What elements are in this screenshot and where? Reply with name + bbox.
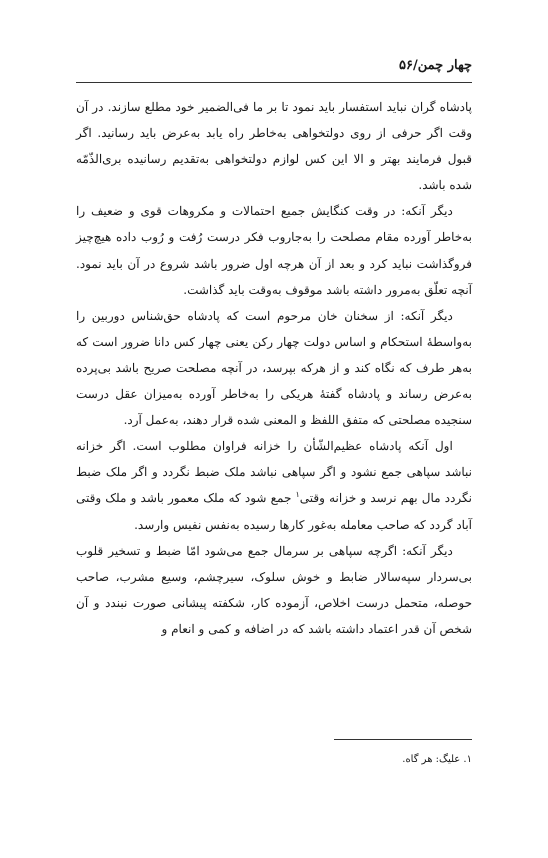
- running-header: چهار چمن/۵۶: [399, 58, 472, 73]
- paragraph-4-part-2: جمع شود که ملک معمور باشد و ملک وقتی آباد گردد که صاحب معامله به‌غور کارها رسیده به‌نفس نفیس وارسد.: [76, 491, 472, 532]
- paragraph-1: پادشاه گران نباید استفسار باید نمود تا بر ما فی‌الضمیر خود مطلع سازند. در آن وقت اگر حرفی از روی دولتخواهی به‌خاطر راه یابد به‌عرض باید رسانید. اگر قبول فرمایند بهتر و الا این کس لوازم دولتخواهی به‌تقدیم رسانیده بری‌الذّمّه شده باشد.: [76, 100, 472, 193]
- footnote-reference: ۱: [295, 490, 300, 500]
- paragraph-5: دیگر آنکه: اگرچه سپاهی بر سرمال جمع می‌شود امّا ضبط و تسخیر قلوب بی‌سردار سپه‌سالار ضابط و خوش سلوک، سیرچشم، وسیع مشرب، صاحب حوصله، متحمل درست اخلاص، آزموده کار، شکفته پیشانی صورت نبندد و آن شخص آن قدر اعتماد داشته باشد که در اضافه و کمی و انعام و: [76, 543, 472, 636]
- paragraph-3: دیگر آنکه: از سخنان خان مرحوم است که پادشاه حق‌شناس دوربین را به‌واسطهٔ استحکام و اساس دولت چهار رکن یعنی چهار کس دانا ضرور است که به‌هر طرف که نگاه کند و از هرکه بپرسد، در آنچه مصلحت صریح باشد بی‌پرده به‌عرض رساند و پادشاه گفتهٔ هریکی را به‌خاطر آورده به‌میزان عقل درست سنجیده مصلحتی که متفق اللفظ و المعنی شده قرار دهند، به‌عمل آرد.: [76, 308, 472, 428]
- footnote: ۱. علیگ: هر گاه.: [402, 754, 472, 765]
- body-text: [76, 94, 472, 642]
- paragraph-2: دیگر آنکه: در وقت کنگایش جمیع احتمالات و مکروهات قوی و ضعیف را به‌خاطر آورده مقام مصلحت را به‌جاروب فکر درست رُفت و رُوب داده هیچ‌چیز فروگذاشت نباید کرد و بعد از آن هرچه اول ضرور باشد شروع در آن باید نمود. آنچه تعلّق به‌مرور داشته باشد موقوف به‌وقت باید گذاشت.: [76, 204, 472, 297]
- paragraph-4-part-1: اول آنکه پادشاه عظیم‌الشّأن را خزانه فراوان مطلوب است. اگر خزانه نباشد سپاهی جمع نشود و اگر سپاهی نباشد ملک ضبط نگردد و اگر ملک ضبط نگردد مال بهم نرسد و خزانه وقتی: [76, 439, 472, 506]
- header-rule: [76, 82, 472, 83]
- paragraph-4: [76, 433, 472, 537]
- footnote-rule: [334, 739, 472, 740]
